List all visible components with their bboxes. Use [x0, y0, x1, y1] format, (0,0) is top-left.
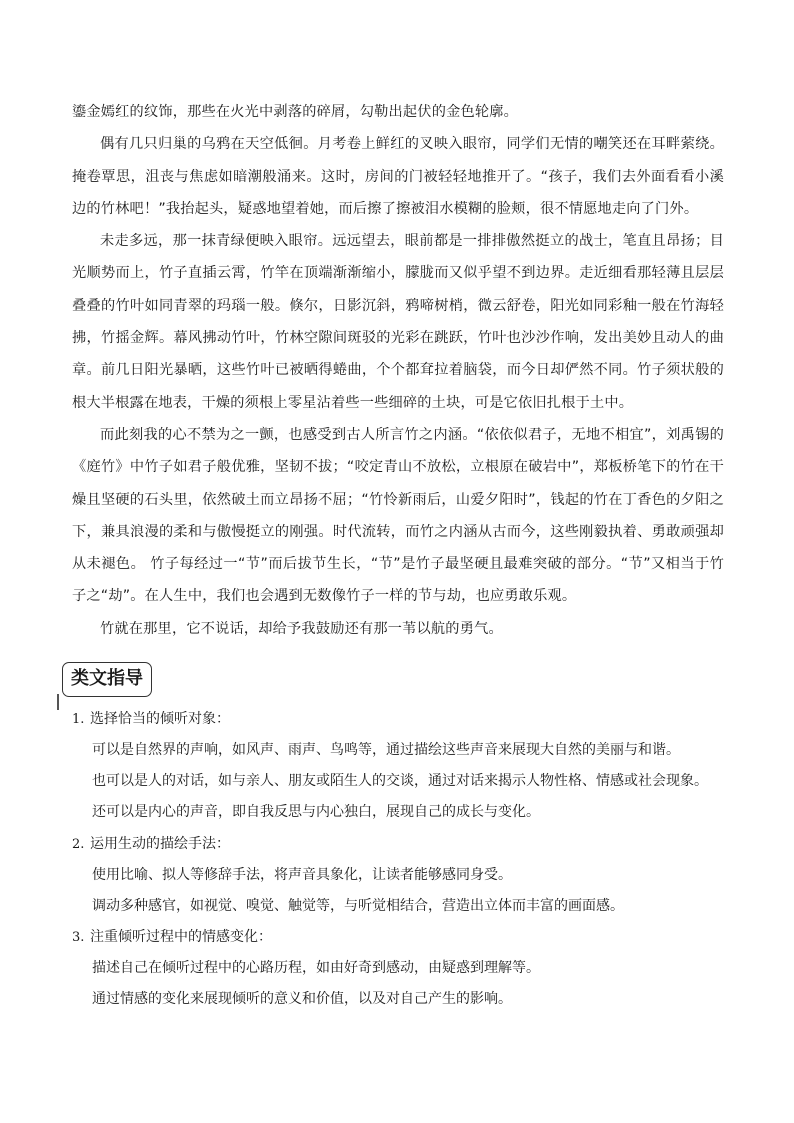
- section-number: 2.: [72, 836, 85, 852]
- guide-item: 可以是自然界的声响，如风声、雨声、鸟鸣等，通过描绘这些声音来展现大自然的美丽与和谐。: [92, 742, 680, 758]
- essay-paragraph: 而此刻我的心不禁为之一颤，也感受到古人所言竹之内涵。“依依似君子，无地不相宜”，刘禹锡的《庭竹》中竹子如君子般优雅，坚韧不拔；“咬定青山不放松，立根原在破岩中”，郑板桥笔下的竹在干燥且坚硬的石头里，依然破土而立昂扬不屈；“竹怜新雨后，山爱夕阳时”，钱起的竹在丁香色的夕阳之下，兼具浪漫的柔和与傲慢挺立的刚强。时代流转，而竹之内涵从古而今，这些刚毅执着、勇敢顽强却从未褪色。 竹子每经过一“节”而后拔节生长，“节”是竹子最坚硬且最难突破的部分。“节”又相当于竹子之“劫”。在人生中，我们也会遇到无数像竹子一样的节与劫，也应勇敢乐观。: [72, 426, 724, 605]
- section-title-badge: 类文指导: [62, 662, 152, 697]
- guide-section-heading: [72, 704, 732, 735]
- guide-section: [72, 829, 732, 922]
- section-heading-text: 注重倾听过程中的情感变化：: [90, 929, 272, 946]
- writing-guide: [72, 704, 732, 1015]
- guide-item: 通过情感的变化来展现倾听的意义和价值，以及对自己产生的影响。: [92, 991, 512, 1008]
- guide-section-heading: [72, 829, 732, 860]
- section-heading-text: 运用生动的描绘手法：: [90, 835, 230, 852]
- section-heading-text: 选择恰当的倾听对象：: [90, 711, 230, 727]
- guide-item: 描述自己在倾听过程中的心路历程，如由好奇到感动，由疑惑到理解等。: [92, 960, 540, 977]
- essay-paragraph: 竹就在那里，它不说话，却给予我鼓励还有那一苇以航的勇气。: [100, 620, 503, 637]
- guide-item: 还可以是内心的声音，即自我反思与内心独白，展现自己的成长与变化。: [92, 804, 540, 821]
- essay-paragraph: 偶有几只归巢的乌鸦在天空低徊。月考卷上鲜红的叉映入眼帘，同学们无情的嘲笑还在耳畔萦绕。掩卷覃思，沮丧与焦虑如暗潮般涌来。这时，房间的门被轻轻地推开了。“孩子，我们去外面看看小溪边的竹林吧！”我抬起头，疑惑地望着她，而后擦了擦被泪水模糊的脸颊，很不情愿地走向了门外。: [72, 136, 724, 217]
- essay-body: [72, 96, 724, 645]
- guide-item: 调动多种感官，如视觉、嗅觉、触觉等，与听觉相结合，营造出立体而丰富的画面感。: [92, 897, 624, 914]
- section-number: 3.: [72, 930, 85, 946]
- guide-item: 使用比喻、拟人等修辞手法，将声音具象化，让读者能够感同身受。: [92, 866, 512, 883]
- guide-section-heading: [72, 922, 732, 953]
- essay-paragraph: 鎏金嫣红的纹饰，那些在火光中剥落的碎屑，勾勒出起伏的金色轮廓。: [72, 104, 519, 120]
- guide-item: 也可以是人的对话，如与亲人、朋友或陌生人的交谈，通过对话来揭示人物性格、情感或社会现象。: [92, 773, 708, 790]
- essay-paragraph: 未走多远，那一抹青绿便映入眼帘。远远望去，眼前都是一排排傲然挺立的战士，笔直且昂扬；目光顺势而上，竹子直插云霄，竹竿在顶端渐渐缩小，朦胧而又似乎望不到边界。走近细看那轻薄且层层叠叠的竹叶如同青翠的玛瑙一般。倏尔，日影沉斜，鸦啼树梢，微云舒卷，阳光如同彩釉一般在竹海轻拂，竹摇金辉。幕风拂动竹叶，竹林空隙间斑驳的光彩在跳跃，竹叶也沙沙作响，发出美妙且动人的曲章。前几日阳光暴晒，这些竹叶已被晒得蜷曲，个个都耷拉着脑袋，而今日却俨然不同。竹子须状般的根大半根露在地表，干燥的须根上零星沾着些一些细碎的土块，可是它依旧扎根于土中。: [72, 233, 724, 411]
- section-number: 1.: [72, 712, 85, 727]
- guide-section: [72, 922, 732, 1015]
- guide-section: [72, 704, 732, 829]
